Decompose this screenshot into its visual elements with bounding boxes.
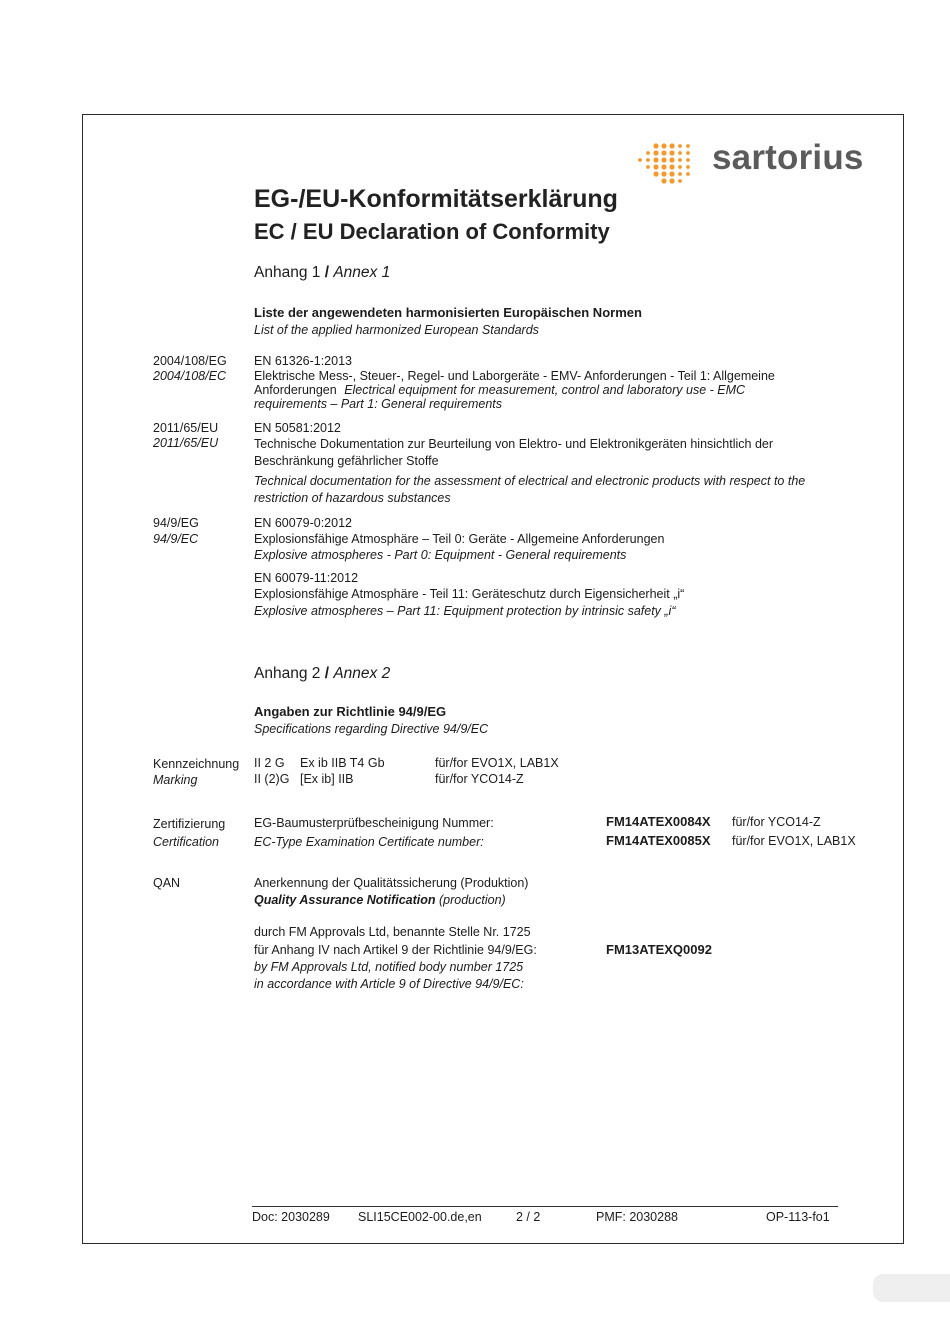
- marking-code: II (2)G: [254, 772, 290, 786]
- marking-applies-to: für/for YCO14-Z: [435, 772, 524, 786]
- logo-dot: [661, 164, 666, 169]
- certification-label-de: Zertifizierung: [153, 817, 226, 831]
- standard-number: EN 60079-11:2012: [254, 571, 359, 585]
- qan-number: FM13ATEXQ0092: [606, 942, 712, 957]
- annex2-label-en: Annex 2: [333, 665, 391, 682]
- qan-body: durch FM Approvals Ltd, benannte Stelle Nr. 1725: [254, 925, 531, 939]
- footer-doc: Doc: 2030289: [252, 1210, 330, 1224]
- marking-protection: Ex ib IIB T4 Gb: [300, 756, 385, 770]
- qan-desc-en: [254, 893, 506, 908]
- annex2-label-de: Anhang 2: [254, 665, 321, 682]
- annex1-label-en: Annex 1: [333, 264, 391, 281]
- standard-desc-en: Electrical equipment for measurement, control and laboratory use - EMC: [344, 383, 746, 397]
- qan-body: für Anhang IV nach Artikel 9 der Richtlinie 94/9/EG:: [254, 943, 537, 957]
- standard-desc: Beschränkung gefährlicher Stoffe: [254, 454, 439, 468]
- qan-body-en: by FM Approvals Ltd, notified body number 1725: [254, 960, 524, 974]
- document-frame: [82, 114, 904, 1244]
- marking-applies-to: für/for EVO1X, LAB1X: [435, 756, 559, 770]
- directive-label-en: 2011/65/EU: [153, 436, 219, 450]
- marking-label-en: Marking: [153, 773, 198, 787]
- logo-dot: [661, 157, 666, 162]
- marking-label-de: Kennzeichnung: [153, 757, 240, 771]
- logo-dot: [669, 178, 674, 183]
- qan-label: QAN: [153, 876, 181, 890]
- standard-desc: Technische Dokumentation zur Beurteilung von Elektro- und Elektronikgeräten hinsichtlich der: [254, 437, 774, 451]
- standard-desc: Explosionsfähige Atmosphäre – Teil 0: Geräte - Allgemeine Anforderungen: [254, 532, 665, 546]
- annex2-heading: [254, 665, 390, 683]
- directive-label-en: 2004/108/EC: [153, 369, 226, 383]
- footer-divider: [252, 1206, 838, 1207]
- logo-dot: [669, 164, 674, 169]
- certification-desc-en: EC-Type Examination Certificate number:: [254, 835, 484, 849]
- footer-file: SLI15CE002-00.de,en: [358, 1210, 482, 1224]
- logo-dot: [653, 171, 658, 176]
- logo-dot: [661, 143, 666, 148]
- page-title-de: EG-/EU-Konformitätserklärung: [254, 185, 618, 213]
- logo-dot: [678, 151, 682, 155]
- standard-number: EN 61326-1:2013: [254, 354, 352, 368]
- logo-dot: [669, 171, 674, 176]
- annex1-title-de: Liste der angewendeten harmonisierten Europäischen Normen: [254, 305, 642, 320]
- certificate-number: FM14ATEX0084X: [606, 814, 711, 829]
- certificate-number: FM14ATEX0085X: [606, 833, 711, 848]
- standard-number: EN 50581:2012: [254, 421, 341, 435]
- logo-dot: [646, 158, 650, 162]
- annex1-label-de: Anhang 1: [254, 264, 321, 281]
- certificate-applies-to: für/for YCO14-Z: [732, 815, 821, 829]
- logo-dot: [678, 144, 682, 148]
- directive-label-de: 94/9/EG: [153, 516, 199, 530]
- logo-dot: [646, 165, 650, 169]
- sartorius-logo-icon: [636, 142, 692, 186]
- standard-desc-de: Anforderungen: [254, 383, 337, 397]
- brand-name: sartorius: [712, 138, 864, 177]
- annex2-separator: /: [324, 665, 329, 682]
- logo-dot: [661, 178, 666, 183]
- standard-desc-en: Technical documentation for the assessment of electrical and electronic products with respect to the: [254, 474, 806, 488]
- annex1-title-en: List of the applied harmonized European Standards: [254, 323, 539, 337]
- footer-pmf: PMF: 2030288: [596, 1210, 678, 1224]
- certification-label-en: Certification: [153, 835, 219, 849]
- standard-desc-en: restriction of hazardous substances: [254, 491, 451, 505]
- certification-desc-de: EG-Baumusterprüfbescheinigung Nummer:: [254, 816, 494, 830]
- logo-dot: [638, 158, 642, 162]
- logo-dot: [669, 150, 674, 155]
- logo-dot: [686, 165, 690, 169]
- logo-dot: [678, 158, 682, 162]
- marking-code: II 2 G: [254, 756, 285, 770]
- page-title-en: EC / EU Declaration of Conformity: [254, 219, 610, 244]
- logo-dot: [661, 150, 666, 155]
- logo-dot: [669, 143, 674, 148]
- certificate-applies-to: für/for EVO1X, LAB1X: [732, 834, 856, 848]
- standard-desc-en: requirements – Part 1: General requirements: [254, 397, 503, 411]
- standard-desc: Explosionsfähige Atmosphäre - Teil 11: Geräteschutz durch Eigensicherheit „i“: [254, 587, 685, 601]
- qan-desc-en-bold: Quality Assurance Notification: [254, 893, 436, 907]
- annex1-heading: [254, 264, 390, 282]
- qan-body-en: in accordance with Article 9 of Directive 94/9/EC:: [254, 977, 524, 991]
- logo-dot: [653, 143, 658, 148]
- scroll-indicator[interactable]: [873, 1274, 950, 1302]
- qan-desc-de: Anerkennung der Qualitätssicherung (Produktion): [254, 876, 529, 890]
- logo-dot: [661, 171, 666, 176]
- directive-label-de: 2004/108/EG: [153, 354, 227, 368]
- marking-protection: [Ex ib] IIB: [300, 772, 354, 786]
- qan-desc-en-rest: (production): [435, 893, 506, 907]
- annex2-title-de: Angaben zur Richtlinie 94/9/EG: [254, 704, 447, 719]
- logo-dot: [653, 157, 658, 162]
- directive-label-de: 2011/65/EU: [153, 421, 219, 435]
- standard-desc: [254, 383, 745, 398]
- annex2-title-en: Specifications regarding Directive 94/9/EC: [254, 722, 489, 736]
- standard-desc-en: Explosive atmospheres – Part 11: Equipment protection by intrinsic safety „i“: [254, 604, 676, 618]
- annex1-separator: /: [324, 264, 329, 281]
- logo-dot: [653, 164, 658, 169]
- logo-dot: [646, 151, 650, 155]
- directive-label-en: 94/9/EC: [153, 532, 199, 546]
- standard-desc-en: Explosive atmospheres - Part 0: Equipment - General requirements: [254, 548, 627, 562]
- standard-desc: Elektrische Mess-, Steuer-, Regel- und Laborgeräte - EMV- Anforderungen - Teil 1: Allgemeine: [254, 369, 775, 383]
- logo-dot: [678, 165, 682, 169]
- logo-dot: [686, 151, 690, 155]
- logo-dot: [686, 144, 690, 148]
- logo-dot: [653, 150, 658, 155]
- standard-number: EN 60079-0:2012: [254, 516, 352, 530]
- logo-dot: [678, 179, 682, 183]
- logo-dot: [686, 158, 690, 162]
- footer-page: 2 / 2: [516, 1210, 541, 1224]
- footer-form: OP-113-fo1: [766, 1210, 830, 1224]
- logo-dot: [686, 172, 690, 176]
- logo-dot: [678, 172, 682, 176]
- logo-dot: [669, 157, 674, 162]
